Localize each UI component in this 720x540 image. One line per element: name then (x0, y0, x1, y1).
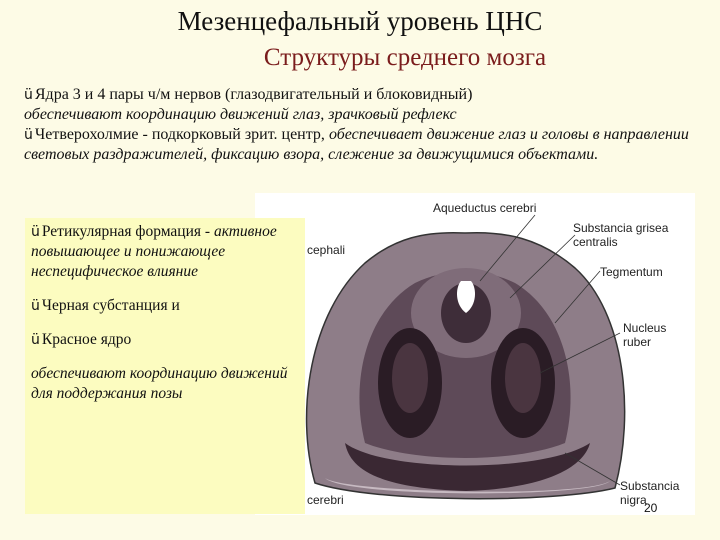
label-aqueductus: Aqueductus cerebri (433, 201, 537, 215)
panel-item-label: Красное ядро (41, 331, 132, 348)
bullet-italic-text: обеспечивают координацию движений глаз, зрачковый рефлекс (24, 106, 457, 123)
check-icon: ü (24, 127, 33, 143)
label-nucleus-ruber: Nucleus ruber (623, 321, 667, 349)
bullet-text: Четверохолмие - подкорковый зрит. центр, (34, 126, 325, 143)
bullet-italic-text: обеспечивает движение глаз и головы в направлении световых раздражителей, фиксацию взора, слежение за движущимися объектами. (24, 126, 689, 163)
bullet-list (24, 85, 704, 165)
label-tegmentum: Tegmentum (600, 265, 663, 279)
check-icon: ü (24, 87, 33, 103)
panel-conclusion: обеспечивают координацию движений для поддержания позы (31, 365, 288, 402)
midbrain-section-figure (255, 193, 695, 515)
bullet-item-nerves (24, 85, 704, 125)
label-cephali: cephali (307, 243, 346, 257)
check-icon: ü (31, 332, 40, 348)
label-cerebri: cerebri (307, 493, 344, 507)
label-substancia-nigra: Substancia nigra (620, 479, 680, 507)
slide-title: Мезенцефальный уровень ЦНС (177, 6, 543, 36)
check-icon: ü (31, 224, 40, 240)
reticular-formation-panel (25, 218, 305, 514)
panel-item-italic: активное повышающее и понижающее неспецифическое влияние (31, 223, 277, 280)
panel-item-label: Ретикулярная формация - (41, 223, 211, 240)
panel-item-red-nucleus (31, 330, 299, 350)
check-icon: ü (31, 298, 40, 314)
bullet-text: Ядра 3 и 4 пары ч/м нервов (глазодвигательный и блоковидный) (34, 86, 473, 103)
slide-subtitle: Структуры среднего мозга (263, 44, 547, 71)
panel-item-reticular (31, 222, 299, 282)
page-number: 20 (644, 501, 658, 515)
label-substancia-grisea: Substancia grisea centralis (573, 221, 669, 249)
panel-item-label: Черная субстанция и (41, 297, 180, 314)
panel-item-nigra (31, 296, 299, 316)
bullet-item-quadrigemina (24, 125, 704, 165)
